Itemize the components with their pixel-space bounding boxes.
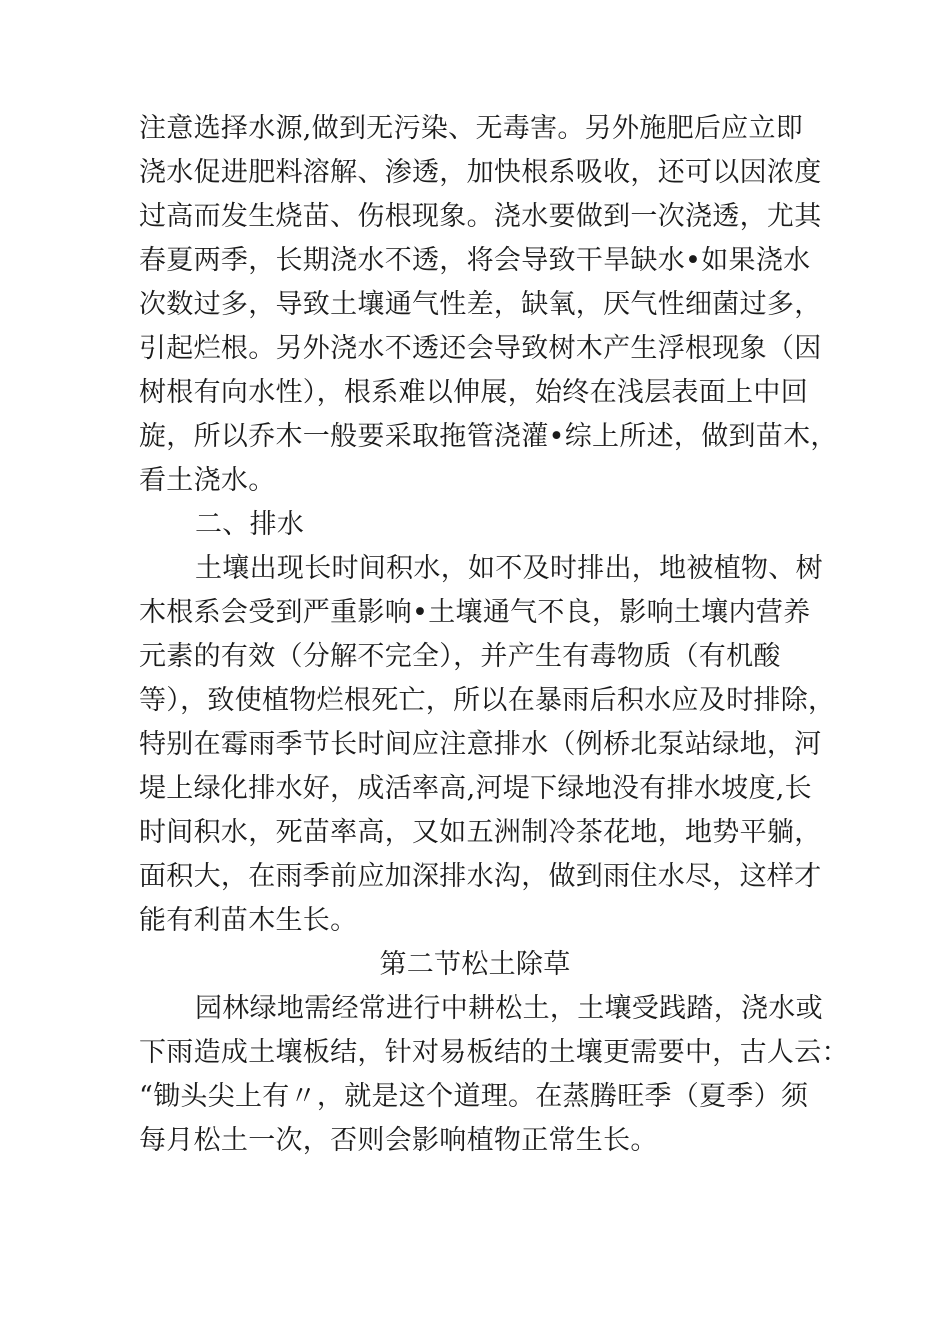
text-line: “锄头尖上有〃，就是这个道理。在蒸腾旺季（夏季）须 (139, 1081, 809, 1112)
text-line: 过高而发生烧苗、伤根现象。浇水要做到一次浇透，尤其 (139, 201, 822, 232)
text-line: 能有利苗木生长。 (139, 905, 358, 936)
text-line: 每月松土一次，否则会影响植物正常生长。 (139, 1125, 658, 1156)
chapter-heading: 第二节松土除草 (379, 949, 571, 980)
text-line: 元素的有效（分解不完全），并产生有毒物质（有机酸 (139, 641, 781, 672)
text-line: 面积大，在雨季前应加深排水沟，做到雨住水尽，这样才 (139, 861, 822, 892)
paragraph-first-line: 园林绿地需经常进行中耕松土，土壤受践踏，浇水或 (195, 993, 823, 1024)
section-heading: 二、排水 (195, 509, 305, 540)
text-line: 时间积水，死苗率高，又如五洲制冷茶花地，地势平躺， (139, 817, 822, 848)
text-line: 等），致使植物烂根死亡，所以在暴雨后积水应及时排除， (139, 685, 836, 716)
text-line: 特别在霉雨季节长时间应注意排水（例桥北泵站绿地，河 (139, 729, 822, 760)
text-line: 堤上绿化排水好，成活率高,河堤下绿地没有排水坡度,长 (139, 773, 812, 804)
text-line: 看土浇水。 (139, 465, 276, 496)
paragraph-first-line: 土壤出现长时间积水，如不及时排出，地被植物、树 (195, 553, 823, 584)
text-line: 下雨造成土壤板结，针对易板结的土壤更需要中，古人云： (139, 1037, 849, 1068)
text-line: 树根有向水性），根系难以伸展，始终在浅层表面上中回 (139, 377, 808, 408)
text-line: 浇水促进肥料溶解、渗透，加快根系吸收，还可以因浓度 (139, 157, 822, 188)
text-line: 木根系会受到严重影响•土壤通气不良，影响土壤内营养 (139, 597, 811, 628)
text-line: 引起烂根。另外浇水不透还会导致树木产生浮根现象（因 (139, 333, 822, 364)
text-line: 春夏两季，长期浇水不透，将会导致干旱缺水•如果浇水 (139, 245, 811, 276)
text-line: 注意选择水源,做到无污染、无毒害。另外施肥后应立即 (139, 113, 804, 144)
text-line: 旋，所以乔木一般要采取拖管浇灌•综上所述，做到苗木， (139, 421, 838, 452)
text-line: 次数过多，导致土壤通气性差，缺氧，厌气性细菌过多， (139, 289, 822, 320)
